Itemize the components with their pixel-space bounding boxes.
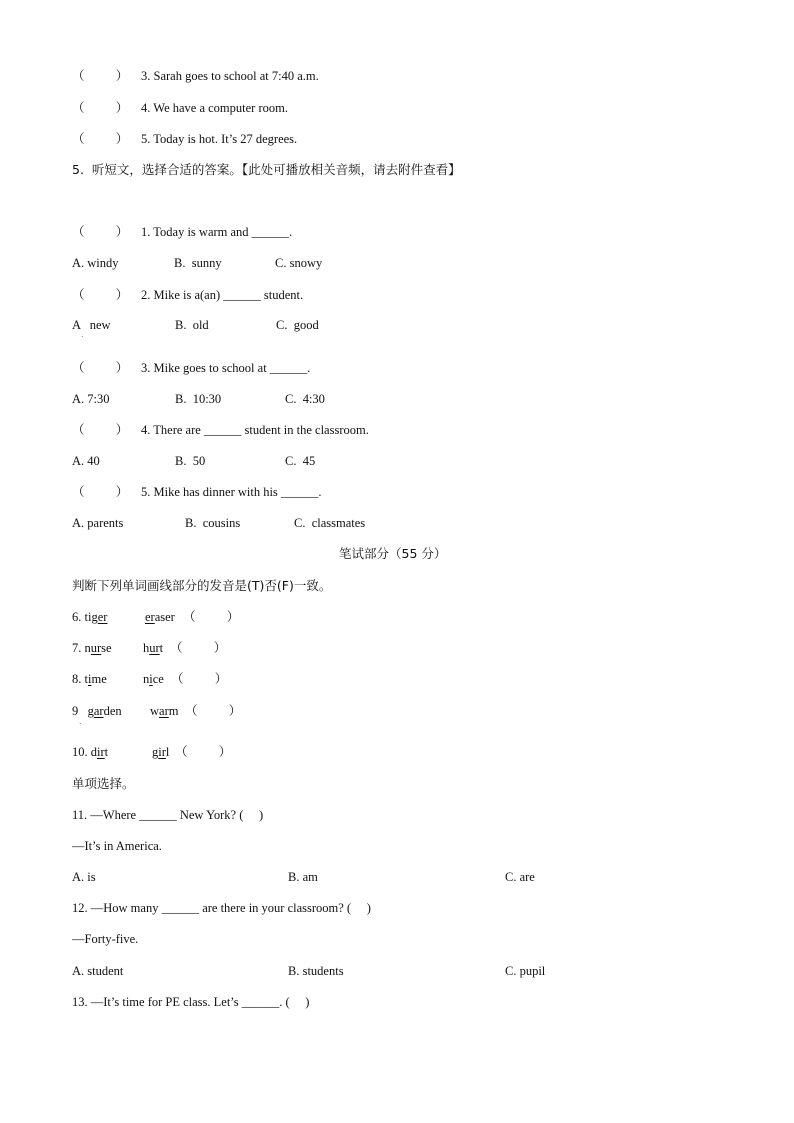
phonics-item <box>72 609 107 625</box>
word-1: time <box>84 672 107 686</box>
option-b[interactable]: B. cousins <box>185 516 241 530</box>
word-1: dirt <box>90 745 109 759</box>
paren[interactable]: （ ） <box>72 225 129 239</box>
answer-line: —It’s in America. <box>72 839 162 853</box>
option-a[interactable]: A. parents <box>72 516 124 530</box>
paren[interactable]: （ ） <box>72 132 129 146</box>
section-heading: 5. 听短文，选择合适的答案。【此处可播放相关音频，请去附件查看】 <box>72 162 461 177</box>
answer-paren[interactable]: （ ） <box>175 745 232 759</box>
word-1: garden <box>87 704 122 718</box>
question-11: 11. —Where ______ New York? ( ) <box>72 808 264 822</box>
paren[interactable]: （ ） <box>72 101 129 115</box>
word-1: tiger <box>84 610 108 624</box>
option-c[interactable]: C. pupil <box>505 964 546 978</box>
phonics-item <box>72 744 108 760</box>
option-a[interactable]: A. 40 <box>72 454 100 468</box>
option-b[interactable]: B. am <box>288 870 318 884</box>
question-text: 1. Today is warm and ______. <box>141 225 293 239</box>
question-text: 2. Mike is a(an) ______ student. <box>141 288 304 302</box>
phonics-item <box>72 640 112 656</box>
option-b[interactable]: B. students <box>288 964 344 978</box>
paren[interactable]: （ ） <box>72 288 129 302</box>
option-c[interactable]: C. 45 <box>285 454 316 468</box>
question-13: 13. —It’s time for PE class. Let’s ______. ( ) <box>72 995 310 1009</box>
word-2: hurt <box>143 641 164 655</box>
question-text: 4. There are ______ student in the classroom. <box>141 423 369 437</box>
stray-dot: · <box>81 333 84 341</box>
paren[interactable]: （ ） <box>72 361 129 375</box>
paren[interactable]: （ ） <box>72 485 129 499</box>
answer-paren[interactable]: （ ） <box>183 610 240 624</box>
answer-paren[interactable]: （ ） <box>170 641 227 655</box>
option-a[interactable]: A new <box>72 318 111 332</box>
answer-line: —Forty-five. <box>72 932 139 946</box>
option-a[interactable]: A. student <box>72 964 124 978</box>
question-text: 4. We have a computer room. <box>141 101 288 115</box>
question-text: 5. Today is hot. It’s 27 degrees. <box>141 132 298 146</box>
option-b[interactable]: B. sunny <box>174 256 222 270</box>
word-2: girl <box>152 745 170 759</box>
answer-paren[interactable]: （ ） <box>171 672 228 686</box>
question-12: 12. —How many ______ are there in your classroom? ( ) <box>72 901 371 915</box>
option-c[interactable]: C. 4:30 <box>285 392 325 406</box>
phonics-item <box>72 703 122 719</box>
option-a[interactable]: A. is <box>72 870 96 884</box>
option-c[interactable]: C. snowy <box>275 256 323 270</box>
question-text: 3. Sarah goes to school at 7:40 a.m. <box>141 69 319 83</box>
option-a[interactable]: A. windy <box>72 256 119 270</box>
option-c[interactable]: C. are <box>505 870 535 884</box>
word-2: eraser <box>145 610 175 624</box>
word-2: warm <box>150 704 179 718</box>
item-number: 7. <box>72 641 85 655</box>
question-text: 3. Mike goes to school at ______. <box>141 361 311 375</box>
answer-paren[interactable]: （ ） <box>185 704 242 718</box>
item-number: 10. <box>72 745 91 759</box>
option-c[interactable]: C. good <box>276 318 319 332</box>
option-a[interactable]: A. 7:30 <box>72 392 110 406</box>
item-number: 8. <box>72 672 85 686</box>
part-title: 笔试部分（55 分） <box>339 546 447 561</box>
option-b[interactable]: B. 50 <box>175 454 206 468</box>
word-1: nurse <box>84 641 112 655</box>
phonics-instruction: 判断下列单词画线部分的发音是(T)否(F)一致。 <box>72 578 332 593</box>
item-number: 6. <box>72 610 85 624</box>
mc-instruction: 单项选择。 <box>72 776 135 791</box>
item-number: 9 <box>72 704 88 718</box>
option-b[interactable]: B. old <box>175 318 209 332</box>
stray-dot: · <box>79 720 82 728</box>
paren[interactable]: （ ） <box>72 69 129 83</box>
option-b[interactable]: B. 10:30 <box>175 392 222 406</box>
question-text: 5. Mike has dinner with his ______. <box>141 485 322 499</box>
paren[interactable]: （ ） <box>72 423 129 437</box>
phonics-item <box>72 671 107 687</box>
option-c[interactable]: C. classmates <box>294 516 366 530</box>
word-2: nice <box>143 672 164 686</box>
